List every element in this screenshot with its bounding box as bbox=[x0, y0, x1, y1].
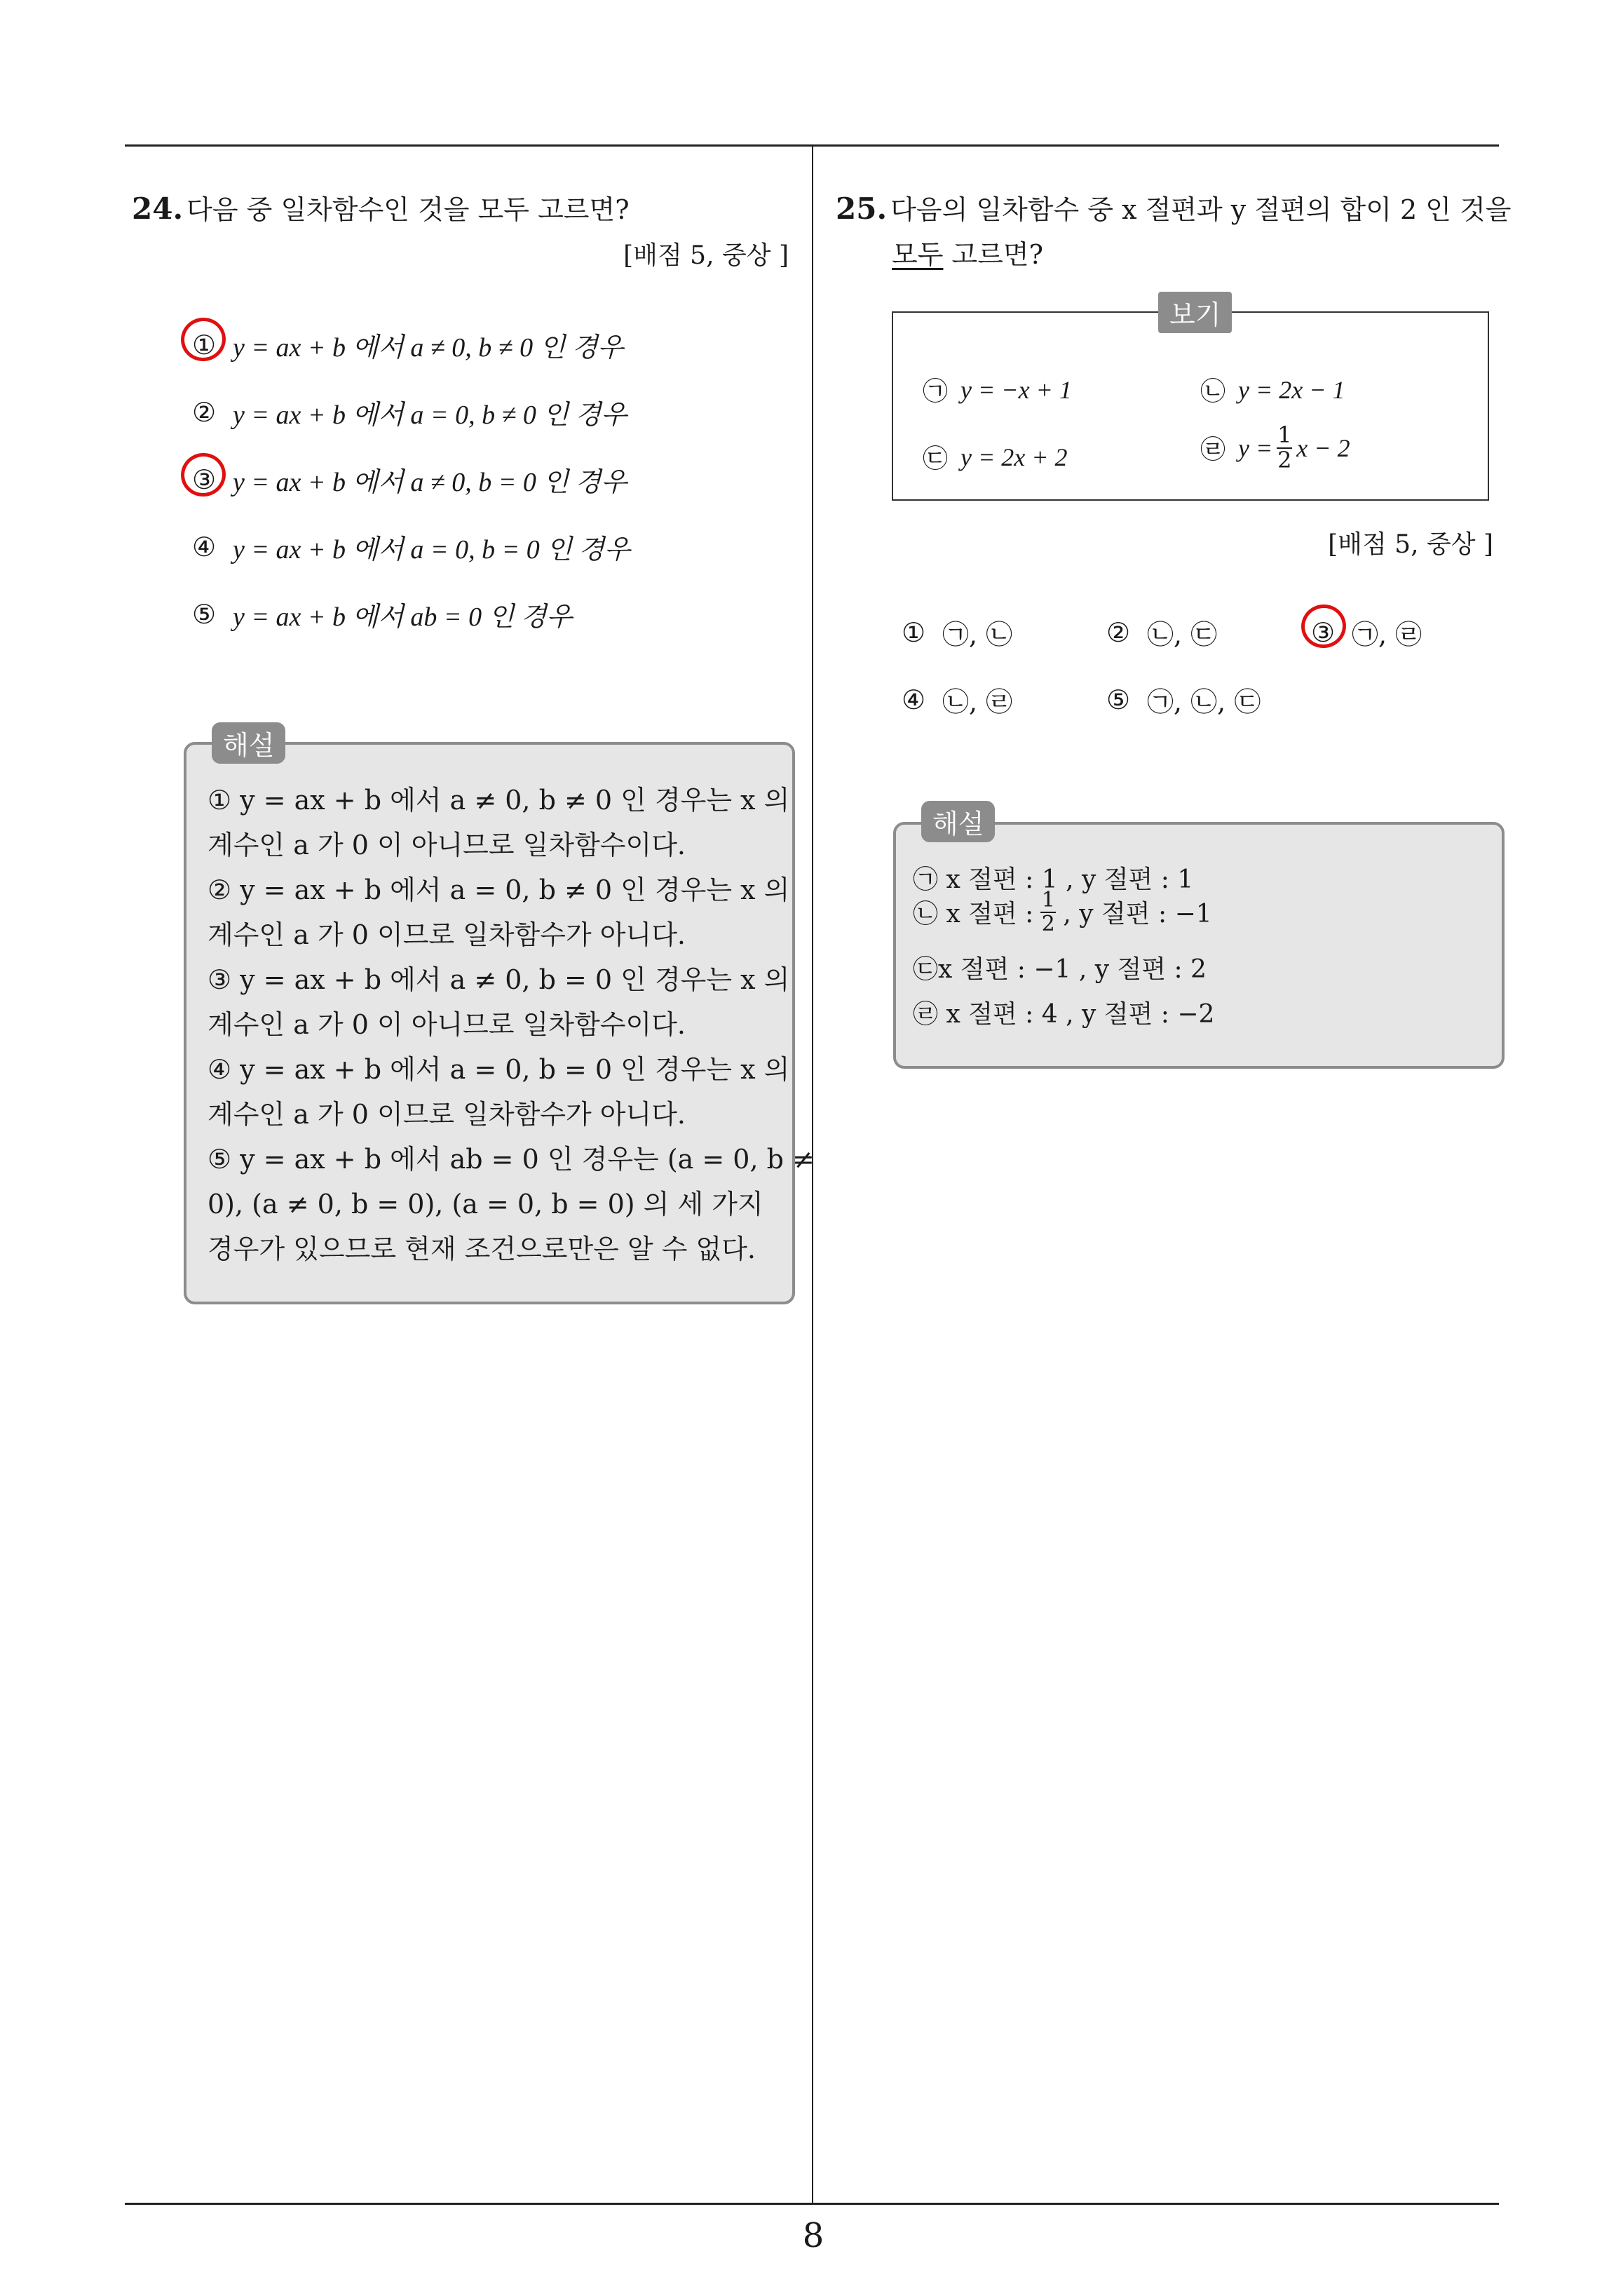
solution-line: 계수인 a 가 0 이 아니므로 일차함수이다. bbox=[208, 830, 686, 860]
solution-line: 계수인 a 가 0 이므로 일차함수가 아니다. bbox=[208, 1099, 686, 1130]
page-number: 8 bbox=[802, 2216, 824, 2255]
bogi-expr: y = 2x − 1 bbox=[1238, 375, 1345, 404]
fraction-denominator: 2 bbox=[1277, 446, 1292, 473]
choice-text: y = ax + b 에서 a ≠ 0, b ≠ 0 인 경우 bbox=[233, 333, 624, 363]
choice-number: ④ bbox=[192, 531, 217, 562]
choice-text: ㉠, ㉡ bbox=[942, 619, 1013, 650]
fraction-numerator: 1 bbox=[1277, 421, 1292, 448]
choice-number: ① bbox=[902, 616, 926, 648]
bogi-label: ㉢ bbox=[923, 445, 949, 473]
question-25-line2 bbox=[892, 233, 1043, 271]
solution-tag: 해설 bbox=[921, 801, 995, 842]
question-25 bbox=[836, 188, 1512, 227]
solution-line: 계수인 a 가 0 이 아니므로 일차함수이다. bbox=[208, 1009, 686, 1040]
solution-tag: 해설 bbox=[212, 722, 285, 764]
choice-number: ④ bbox=[902, 684, 926, 715]
bogi-item-a bbox=[923, 372, 1072, 407]
solution-line: 계수인 a 가 0 이므로 일차함수가 아니다. bbox=[208, 919, 686, 950]
fraction-denominator: 2 bbox=[1041, 911, 1055, 936]
fraction bbox=[1277, 421, 1292, 473]
solution-line: ⑤ y = ax + b 에서 ab = 0 인 경우는 (a = 0, b ≠ bbox=[208, 1144, 815, 1175]
solution-line: 0), (a ≠ 0, b = 0), (a = 0, b = 0) 의 세 가지 bbox=[208, 1189, 763, 1220]
choice-2[interactable] bbox=[192, 393, 627, 431]
question-24 bbox=[132, 188, 630, 227]
bogi-expr: y = −x + 1 bbox=[960, 375, 1072, 404]
solution-line: ② y = ax + b 에서 a = 0, b ≠ 0 인 경우는 x 의 bbox=[208, 874, 790, 905]
solution-line: ① y = ax + b 에서 a ≠ 0, b ≠ 0 인 경우는 x 의 bbox=[208, 785, 790, 816]
choice-number: ⑤ bbox=[1106, 684, 1131, 715]
question-24-meta: [배점 5, 중상 ] bbox=[623, 241, 789, 270]
solution-line-suffix: , y 절편 : −1 bbox=[1063, 900, 1212, 928]
question-25-meta: [배점 5, 중상 ] bbox=[1328, 530, 1493, 559]
bogi-item-c bbox=[923, 439, 1068, 475]
bogi-label: ㉠ bbox=[923, 377, 949, 406]
underlined-word: 모두 bbox=[892, 239, 944, 270]
choice-text: ㉠, ㉡, ㉢ bbox=[1147, 687, 1261, 717]
choice-3[interactable] bbox=[192, 460, 627, 499]
choice-1[interactable] bbox=[192, 325, 623, 364]
question-text: 다음 중 일차함수인 것을 모두 고르면? bbox=[186, 194, 630, 225]
bogi-expr-suffix: x − 2 bbox=[1296, 433, 1350, 462]
question-number: 24. bbox=[132, 191, 184, 226]
choice-text: y = ax + b 에서 a = 0, b = 0 인 경우 bbox=[233, 535, 630, 565]
choice-text: y = ax + b 에서 a = 0, b ≠ 0 인 경우 bbox=[233, 400, 627, 430]
solution-line-prefix: ㉡ x 절편 : bbox=[913, 900, 1034, 928]
bogi-expr: y = 2x + 2 bbox=[960, 443, 1068, 471]
solution-line: 경우가 있으므로 현재 조건으로만은 알 수 없다. bbox=[208, 1234, 756, 1264]
choice-5[interactable] bbox=[192, 595, 572, 633]
choice-text: y = ax + b 에서 ab = 0 인 경우 bbox=[233, 602, 573, 632]
bogi-tag: 보기 bbox=[1158, 292, 1232, 333]
choice-5[interactable] bbox=[1106, 680, 1261, 719]
choice-1[interactable] bbox=[902, 613, 1012, 651]
solution-box-25 bbox=[893, 822, 1505, 1069]
fraction-numerator: 1 bbox=[1041, 888, 1055, 912]
solution-line: ㉠ x 절편 : 1 , y 절편 : 1 bbox=[913, 865, 1194, 894]
solution-line: ㉢x 절편 : −1 , y 절편 : 2 bbox=[913, 955, 1207, 984]
solution-line: ④ y = ax + b 에서 a = 0, b = 0 인 경우는 x 의 bbox=[208, 1054, 790, 1085]
choice-text: ㉡, ㉣ bbox=[942, 687, 1013, 717]
choice-number: ③ bbox=[1311, 616, 1336, 648]
choice-4[interactable] bbox=[192, 527, 630, 566]
solution-line bbox=[913, 889, 1212, 935]
bogi-label: ㉣ bbox=[1200, 435, 1226, 465]
bogi-item-d bbox=[1200, 421, 1350, 473]
choice-text: ㉡, ㉢ bbox=[1147, 619, 1218, 650]
choice-number: ① bbox=[192, 329, 217, 360]
bottom-rule bbox=[125, 2203, 1499, 2205]
choice-text: y = ax + b 에서 a ≠ 0, b = 0 인 경우 bbox=[233, 468, 627, 497]
bogi-expr-prefix: y = bbox=[1238, 433, 1273, 462]
fraction bbox=[1040, 889, 1056, 935]
choice-number: ② bbox=[1106, 616, 1131, 648]
choice-number: ③ bbox=[192, 464, 217, 495]
question-text-rest: 고르면? bbox=[943, 239, 1043, 270]
choice-number: ⑤ bbox=[192, 598, 217, 630]
bogi-label: ㉡ bbox=[1200, 377, 1226, 406]
choice-2[interactable] bbox=[1106, 613, 1217, 651]
question-text: 다음의 일차함수 중 x 절편과 y 절편의 합이 2 인 것을 bbox=[890, 194, 1512, 225]
choice-number: ② bbox=[192, 396, 217, 428]
question-number: 25. bbox=[836, 191, 888, 226]
bogi-item-b bbox=[1200, 372, 1345, 407]
solution-line: ③ y = ax + b 에서 a ≠ 0, b = 0 인 경우는 x 의 bbox=[208, 964, 790, 995]
choice-4[interactable] bbox=[902, 680, 1012, 719]
solution-line: ㉣ x 절편 : 4 , y 절편 : −2 bbox=[913, 1000, 1215, 1029]
choice-text: ㉠, ㉣ bbox=[1352, 619, 1422, 650]
